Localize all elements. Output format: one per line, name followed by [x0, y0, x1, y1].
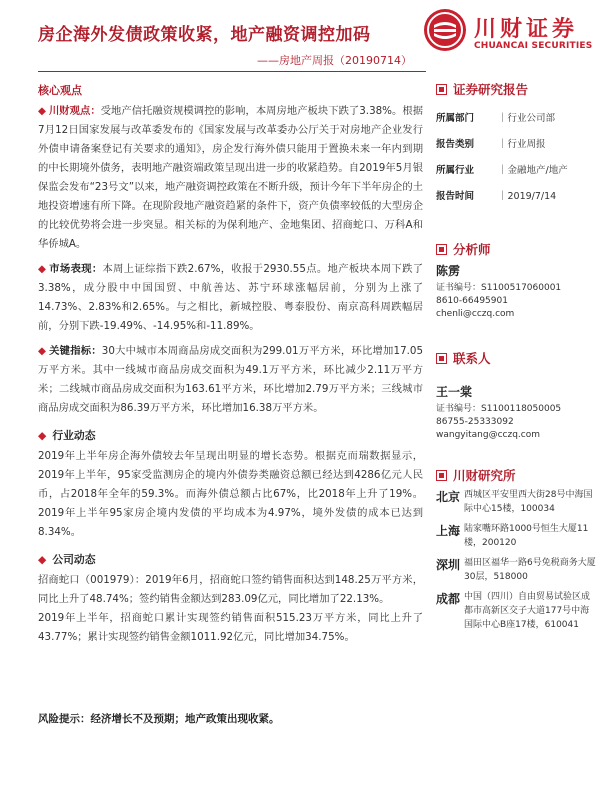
info-row: 所属部门 ｜行业公司部: [436, 113, 556, 124]
report-subtitle: ——房地产周报（20190714）: [257, 54, 412, 67]
title-divider: [38, 71, 426, 72]
section-marker-icon: [436, 84, 447, 95]
bullet-icon: ◆: [38, 105, 46, 117]
main-column: [38, 82, 423, 647]
core-p2-text: 本周上证综指下跌2.67%，收报于2930.55点。地产板块本周下跌了3.38%，成分股中中国国贸、中航善达、苏宁环球涨幅居前，分别为上涨了14.73%、2.83%和2.65%。与之相比，新城控股、粤泰股份、南京高科周跌幅居前，分别下跌-19.49%、-14.95%和-11.89%。: [38, 263, 424, 332]
section-marker-icon: [436, 353, 447, 364]
brand-logo: [424, 9, 594, 55]
analyst-cert: 证书编号：S1100517060001: [436, 283, 562, 293]
industry-text: 2019年上半年房企海外债较去年呈现出明显的增长态势。根据克而瑞数据显示，2019年上半年，95家受监测房企的境内外债券类融资总额已经达到4286亿元人民币，占2018年全年的59.3%。而海外债总额占比67%，比2018年上升了19%。2019年上半年95家房企境内发债的平均成本为4.97%，境外发债的成本已达到8.34%。: [38, 450, 423, 538]
company-heading: ◆ 公司动态: [38, 553, 96, 566]
info-row: 所属行业 ｜金融地产/地产: [436, 165, 568, 176]
core-paragraph-1: [38, 102, 423, 254]
info-row: 报告类别 ｜行业周报: [436, 139, 546, 150]
core-paragraph-2: [38, 260, 423, 336]
core-view-label: 核心观点: [38, 84, 82, 97]
office-shenzhen: 深圳 福田区福华一路6号免税商务大厦30层，518000: [436, 558, 596, 582]
bullet-icon: ◆: [38, 429, 47, 442]
chuancai-logo-icon: [424, 9, 466, 51]
core-p3-text: 30大中城市本周商品房成交面积为299.01万平方米，环比增加17.05万平方米。其中一线城市商品房成交面积为49.1万平方米，环比减少2.11万平方米；二线城市商品房成交面积为163.61平方米，环比增加2.79万平方米；三线城市商品房成交面积为86.39万平方米，环比增加16.38万平方米。: [38, 345, 424, 414]
company-text-1: 招商蛇口（001979）：2019年6月，招商蛇口签约销售面积达到148.25万平方米，同比上升了48.74%；签约销售金额达到283.09亿元，同比增加了22.13%。: [38, 574, 423, 605]
report-info-heading: 证券研究报告: [436, 80, 596, 98]
report-title: 房企海外发债政策收紧，地产融资调控加码: [38, 25, 371, 45]
brand-name-cn: 川财证券: [474, 17, 579, 42]
brand-name-en: CHUANCAI SECURITIES: [474, 41, 593, 51]
analyst-email[interactable]: chenli@cczq.com: [436, 309, 515, 319]
core-p3-lead: 关键指标：: [49, 345, 102, 357]
office-beijing: 北京 西城区平安里西大街28号中海国际中心15楼，100034: [436, 490, 593, 514]
bullet-icon: ◆: [38, 263, 47, 275]
section-marker-icon: [436, 244, 447, 255]
contact-heading: 联系人: [436, 349, 596, 367]
info-row: 报告时间 ｜2019/7/14: [436, 191, 557, 202]
core-p1-text: 受地产信托融资规模调控的影响，本周房地产板块下跌了3.38%。根据7月12日国家发展与改革委发布的《国家发展与改革委办公厅关于对房地产企业发行外债申请备案登记有关要求的通知》，房企发行海外债只能用于置换未来一年内到期的中长期境外债务，表明地产融资端政策呈现出进一步的收紧趋势。自2019年5月银保监会发布“23号文”以来，地产融资调控政策在不断升级，预计今年下半年房企的土地投资增速有所下降。在现阶段地产融资趋紧的条件下，资产负债率较低的大型房企的比较优势将会进一步突显。相关标的为保利地产、金地集团、招商蛇口、万科A和华侨城A。: [38, 105, 423, 250]
bullet-icon: ◆: [38, 553, 47, 566]
core-p1-lead: 川财观点：: [48, 105, 101, 117]
analyst-heading: 分析师: [436, 240, 596, 258]
bullet-icon: ◆: [38, 345, 47, 357]
contact-name: 王一棠: [436, 385, 473, 399]
core-paragraph-3: [38, 342, 423, 418]
section-marker-icon: [436, 470, 447, 481]
contact-phone: 86755-25333092: [436, 417, 514, 427]
analyst-phone: 8610-66495901: [436, 296, 508, 306]
institute-heading: 川财研究所: [436, 466, 596, 484]
analyst-name: 陈雳: [436, 264, 461, 278]
risk-warning: 风险提示：经济增长不及预期；地产政策出现收紧。: [38, 713, 280, 725]
core-p2-lead: 市场表现：: [49, 263, 103, 275]
contact-email[interactable]: wangyitang@cczq.com: [436, 430, 540, 440]
industry-heading: ◆ 行业动态: [38, 429, 96, 442]
office-shanghai: 上海 陆家嘴环路1000号恒生大厦11楼，200120: [436, 524, 589, 548]
sidebar: [436, 80, 596, 632]
company-text-2: 2019年上半年，招商蛇口累计实现签约销售面积515.23万平方米，同比上升了43.77%；累计实现签约销售金额1011.92亿元，同比增加34.75%。: [38, 612, 423, 643]
office-chengdu: 成都 中国（四川）自由贸易试验区成都市高新区交子大道177号中海国际中心B座17楼，610041: [436, 592, 591, 630]
contact-cert: 证书编号：S1100118050005: [436, 404, 562, 414]
